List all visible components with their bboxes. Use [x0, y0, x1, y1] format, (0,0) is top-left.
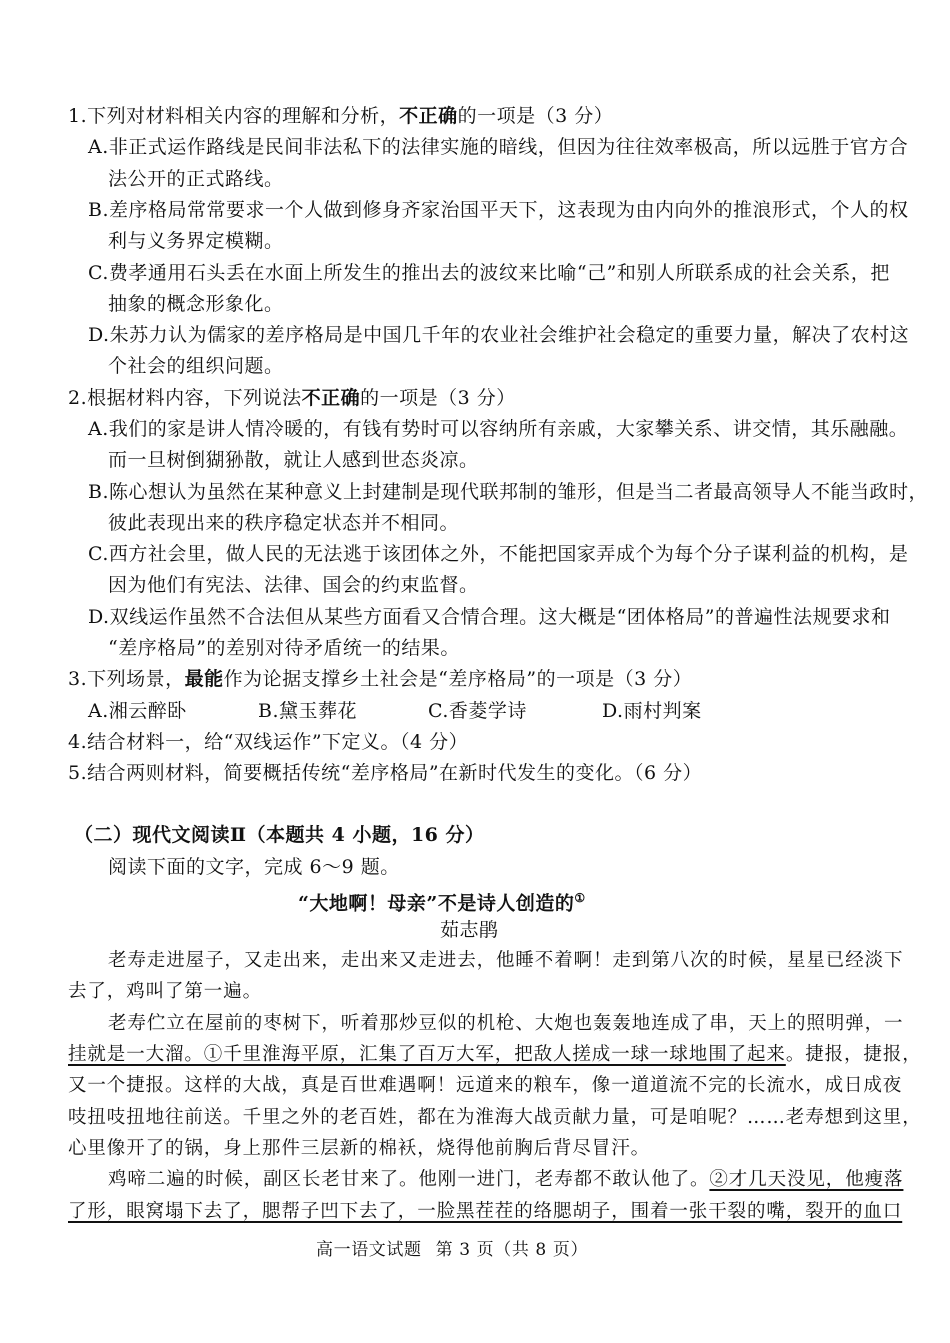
q2-option-c-cont: 因为他们有宪法、法律、国会的约束监督。	[108, 574, 479, 596]
q3-option-a: A.湘云醉卧	[88, 700, 187, 722]
q2-option-c: C.西方社会里，做人民的无法逃于该团体之外，不能把国家弄成个为每个分子谋利益的机构，是	[88, 543, 909, 565]
passage-p2-line1: 老寿伫立在屋前的枣树下，听着那炒豆似的机枪、大炮也轰轰地连成了串，天上的照明弹，一	[108, 1013, 904, 1034]
q3-stem: 3.下列场景，最能作为论据支撑乡土社会是“差序格局”的一项是（3 分）	[68, 668, 693, 690]
q1-option-c: C.费孝通用石头丢在水面上所发生的推出去的波纹来比喻“己”和别人所联系成的社会关系，把	[88, 262, 890, 284]
underlined-sentence-2-cont: 了形，眼窝塌下去了，腮帮子凹下去了，一脸黑茬茬的络腮胡子，围着一张干裂的嘴，裂开的血口	[68, 1201, 903, 1222]
passage-p2-line4: 吱扭吱扭地往前送。千里之外的老百姓，都在为淮海大战贡献力量，可是咱呢？……老寿想到这里，	[68, 1107, 922, 1128]
footer-page-info: 第 3 页（共 8 页）	[435, 1240, 589, 1260]
passage-p2-line5: 心里像开了的锅，身上那件三层新的棉袄，烧得他前胸后背尽冒汗。	[68, 1138, 651, 1159]
footer-subject: 高一语文试题	[316, 1240, 422, 1260]
q2-stem: 2.根据材料内容，下列说法不正确的一项是（3 分）	[68, 387, 516, 409]
passage-p3-line1: 鸡啼二遍的时候，副区长老甘来了。他刚一进门，老寿都不敢认他了。②才几天没见，他瘦落	[108, 1169, 904, 1190]
q3-option-c: C.香菱学诗	[428, 700, 527, 722]
underlined-sentence-1: 挂就是一大溜。①千里淮海平原，汇集了百万大军，把敌人搓成一球一球地围了起来	[68, 1044, 786, 1065]
passage-p1-line2: 去了，鸡叫了第一遍。	[68, 981, 263, 1002]
section-instruction: 阅读下面的文字，完成 6～9 题。	[108, 856, 400, 878]
q1-stem: 1.下列对材料相关内容的理解和分析，不正确的一项是（3 分）	[68, 105, 614, 127]
q1-option-d-cont: 个社会的组织问题。	[108, 355, 284, 377]
section-heading: （二）现代文阅读Ⅱ（本题共 4 小题，16 分）	[74, 824, 485, 846]
passage-p3-line2	[68, 1200, 902, 1224]
passage-author: 茹志鹃	[440, 919, 499, 941]
q2-option-b-cont: 彼此表现出来的秩序稳定状态并不相同。	[108, 512, 460, 534]
q1-option-a: A.非正式运作路线是民间非法私下的法律实施的暗线，但因为往往效率极高，所以远胜于官方合	[88, 136, 909, 158]
q2-option-d: D.双线运作虽然不合法但从某些方面看又合情合理。这大概是“团体格局”的普遍性法规要求和	[88, 606, 891, 628]
q2-option-a-cont: 而一旦树倒猢狲散，就让人感到世态炎凉。	[108, 449, 479, 471]
q2-option-b: B.陈心想认为虽然在某种意义上封建制是现代联邦制的雏形，但是当二者最高领导人不能当政时，	[88, 481, 929, 503]
passage-title: “大地啊！母亲”不是诗人创造的①	[298, 891, 586, 915]
q2-option-a: A.我们的家是讲人情冷暖的，有钱有势时可以容纳所有亲戚，大家攀关系、讲交情，其乐融融。	[88, 418, 909, 440]
q3-option-d: D.雨村判案	[602, 700, 702, 722]
passage-p1-line1: 老寿走进屋子，又走出来，走出来又走进去，他睡不着啊！走到第八次的时候，星星已经淡下	[108, 950, 904, 971]
title-footnote-mark: ①	[574, 891, 586, 905]
passage-p2-line2: 挂就是一大溜。①千里淮海平原，汇集了百万大军，把敌人搓成一球一球地围了起来。捷报，捷报，	[68, 1044, 922, 1065]
q1-option-b: B.差序格局常常要求一个人做到修身齐家治国平天下，这表现为由内向外的推浪形式，个人的权	[88, 199, 909, 221]
q5-stem: 5.结合两则材料，简要概括传统“差序格局”在新时代发生的变化。（6 分）	[68, 762, 703, 784]
q1-option-c-cont: 抽象的概念形象化。	[108, 293, 284, 315]
q2-option-d-cont: “差序格局”的差别对待矛盾统一的结果。	[108, 637, 460, 659]
q1-option-d: D.朱苏力认为儒家的差序格局是中国几千年的农业社会维护社会稳定的重要力量，解决了农村这	[88, 324, 910, 346]
q4-stem: 4.结合材料一，给“双线运作”下定义。（4 分）	[68, 731, 469, 753]
underlined-sentence-2: ②才几天没见，他瘦落	[709, 1169, 904, 1190]
page-footer	[316, 1238, 588, 1262]
q3-option-b: B.黛玉葬花	[258, 700, 358, 722]
q1-option-b-cont: 利与义务界定模糊。	[108, 230, 284, 252]
q1-option-a-cont: 法公开的正式路线。	[108, 168, 284, 190]
passage-p2-line3: 又一个捷报。这样的大战，真是百世难遇啊！远道来的粮车，像一道道流不完的长流水，成日成夜	[68, 1075, 903, 1096]
